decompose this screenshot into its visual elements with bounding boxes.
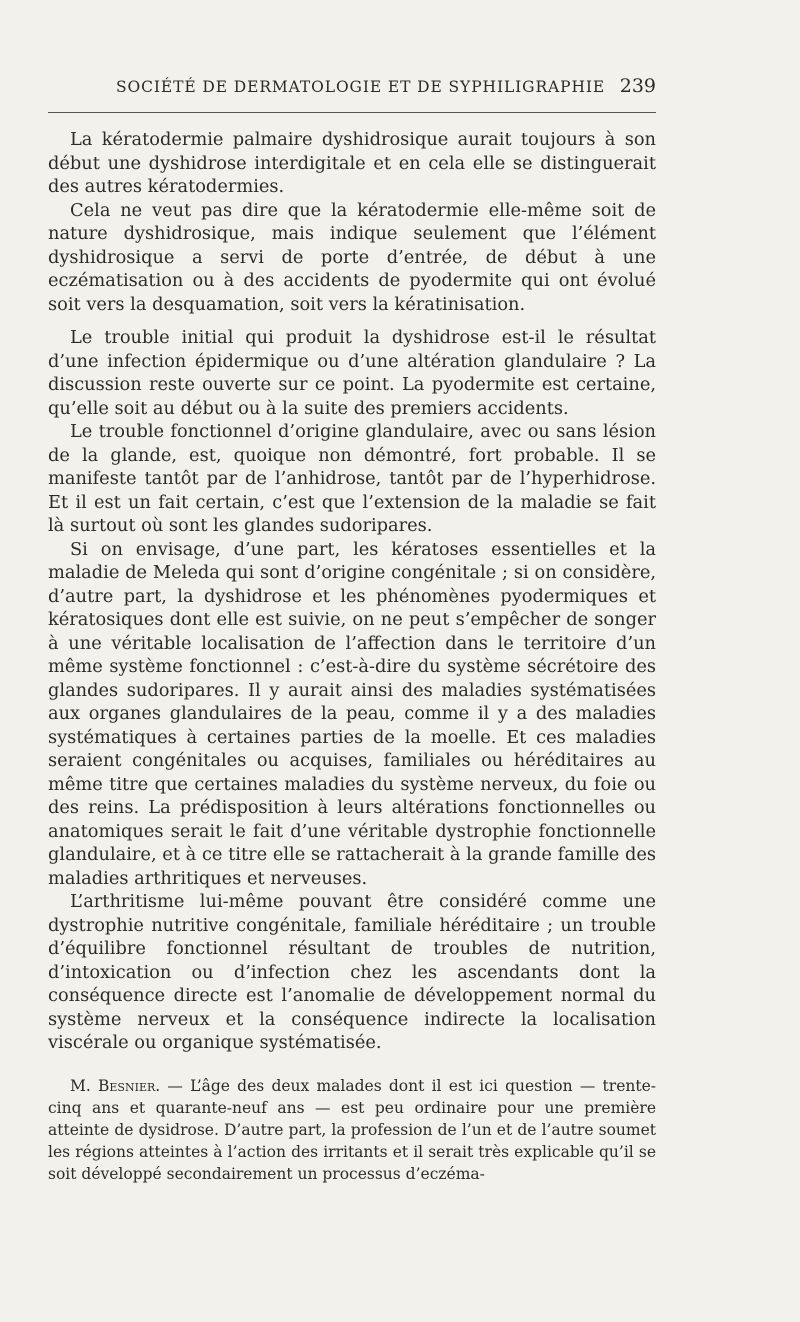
paragraph: Si on envisage, d’une part, les kératoses essentielles et la maladie de Meleda qui sont d’origine congénitale ; si on considère, d’autre part, la dyshidrose et les phénomènes pyodermiques et kératosiques dont elle est suivie, on ne peut s’empêcher de songer à une véritable localisation de l’affection dans le territoire d’un même système fonctionnel : c’est-à-dire du système sécrétoire des glandes sudoripares. Il y aurait ainsi des maladies systématisées aux organes glandulaires de la peau, comme il y a des maladies systématiques à certaines parties de la moelle. Et ces maladies seraient congénitales ou acquises, familiales ou héréditaires au même titre que certaines maladies du système nerveux, du foie ou des reins. La prédisposition à leurs altérations fonctionnelles ou anatomiques serait le fait d’une véritable dystrophie fonctionnelle glandulaire, et à ce titre elle se rattacherait à la grande famille des maladies arthritiques et nerveuses. xyxy=(48,538,656,889)
paragraph: Le trouble initial qui produit la dyshidrose est-il le résultat d’une infection épidermique ou d’une altération glandulaire ? La discussion reste ouverte sur ce point. La pyodermite est certaine, qu’elle soit au début ou à la suite des premiers accidents. xyxy=(48,327,656,419)
discussion-text xyxy=(48,1075,656,1185)
main-text xyxy=(48,128,656,1055)
discussion-paragraph xyxy=(48,1075,656,1185)
paragraph: La kératodermie palmaire dyshidrosique aurait toujours à son début une dyshidrose interdigitale et en cela elle se distinguerait des autres kératodermies. xyxy=(48,129,656,197)
discussion-body: — L’âge des deux malades dont il est ici question — trente-cinq ans et quarante-neuf ans — est peu ordinaire pour une première atteinte de dysidrose. D’autre part, la profession de l’un et de l’autre soumet les régions atteintes à l’action des irritants et il serait très explicable qu’il se soit développé secondairement un processus d’eczéma- xyxy=(48,1077,656,1183)
header-rule xyxy=(48,112,656,113)
paragraph: L’arthritisme lui-même pouvant être considéré comme une dystrophie nutritive congénitale, familiale héréditaire ; un trouble d’équilibre fonctionnel résultant de troubles de nutrition, d’intoxication ou d’infection chez les ascendants dont la conséquence directe est l’anomalie de développement normal du système nerveux et la conséquence indirecte la localisation viscérale ou organique systématisée. xyxy=(48,891,656,1053)
speaker-name: M. Besnier. xyxy=(70,1077,161,1095)
page-number: 239 xyxy=(619,75,656,97)
running-title: SOCIÉTÉ DE DERMATOLOGIE ET DE SYPHILIGRAPHIE xyxy=(116,78,606,96)
page-header xyxy=(48,70,656,104)
paragraph: Cela ne veut pas dire que la kératodermie elle-même soit de nature dyshidrosique, mais indique seulement que l’élément dyshidrosique a servi de porte d’entrée, de début à une eczématisation ou à des accidents de pyodermite qui ont évolué soit vers la desquamation, soit vers la kératinisation. xyxy=(48,199,656,315)
paragraph: Le trouble fonctionnel d’origine glandulaire, avec ou sans lésion de la glande, est, quoique non démontré, fort probable. Il se manifeste tantôt par de l’anhidrose, tantôt par de l’hyperhidrose. Et il est un fait certain, c’est que l’extension de la maladie se fait là surtout où sont les glandes sudoripares. xyxy=(48,421,656,536)
